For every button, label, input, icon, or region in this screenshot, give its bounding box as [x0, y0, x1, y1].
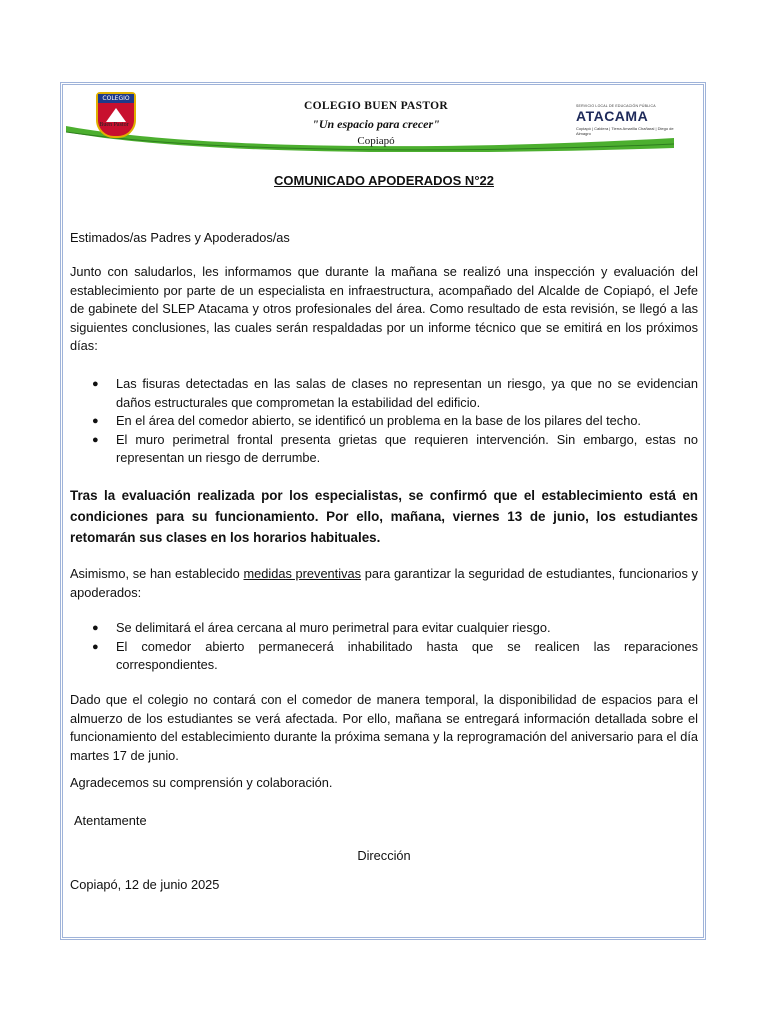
school-name: COLEGIO BUEN PASTOR: [304, 100, 448, 112]
slep-communes: Copiapó | Caldera | Tierra Amarilla Chañaral | Diego de Almagro: [576, 126, 674, 136]
measures-list: [70, 619, 698, 675]
school-city: Copiapó: [357, 135, 395, 147]
crest-motif-icon: [106, 108, 126, 122]
thanks-line: Agradecemos su comprensión y colaboración.: [70, 775, 333, 790]
greeting: Estimados/as Padres y Apoderados/as: [70, 230, 290, 245]
list-item: ● El muro perimetral frontal presenta grietas que requieren intervención. Sin embargo, estas no representan un riesgo de derrumbe.: [92, 431, 698, 465]
bullet-icon: ●: [92, 622, 99, 634]
signoff: Atentamente: [74, 813, 147, 828]
school-motto: "Un espacio para crecer": [312, 117, 440, 131]
crest-band: COLEGIO: [98, 94, 134, 103]
closing-paragraph: Dado que el colegio no contará con el comedor de manera temporal, la disponibilidad de espacios para el almuerzo de los estudiantes se verá afectada. Por ello, mañana se entregará información detallada sobre el funcionamiento del establecimiento durante la próxima semana y la reprogramación del aniversario para el día martes 17 de junio.: [70, 692, 698, 763]
date-line: Copiapó, 12 de junio 2025: [70, 877, 220, 892]
slep-caption: SERVICIO LOCAL DE EDUCACIÓN PÚBLICA: [576, 104, 656, 108]
school-crest-icon: [96, 92, 136, 138]
slep-logo-text: ATACAMA: [576, 108, 649, 124]
conclusions-list: [70, 375, 698, 468]
letterhead: [66, 88, 702, 158]
bullet-icon: ●: [92, 378, 99, 390]
bullet-icon: ●: [92, 433, 99, 446]
measures-intro: Asimismo, se han establecido medidas preventivas para garantizar la seguridad de estudiantes, funcionarios y apoderados:: [70, 566, 698, 600]
bold-statement: Tras la evaluación realizada por los especialistas, se confirmó que el establecimiento está en condiciones para su funcionamiento. Por ello, mañana, viernes 13 de junio, los estudiantes retomarán sus clases en los horarios habituales.: [70, 488, 698, 545]
list-item: ● Las fisuras detectadas en las salas de clases no representan un riesgo, ya que no se evidencian daños estructurales que comprometan la estabilidad del edificio.: [92, 376, 698, 410]
signature: Dirección: [357, 848, 411, 863]
intro-paragraph: Junto con saludarlos, les informamos que durante la mañana se realizó una inspección y evaluación del establecimiento por parte de un especialista en infraestructura, acompañado del Alcalde de Copiapó, el Jefe de gabinete del SLEP Atacama y otros profesionales del área. Como resultado de esta revisión, se llegó a las siguientes conclusiones, las cuales serán respaldadas por un informe técnico que se emitirá en los próximos días:: [70, 264, 698, 353]
list-item: ● Se delimitará el área cercana al muro perimetral para evitar cualquier riesgo.: [70, 619, 698, 638]
bullet-icon: ●: [92, 640, 99, 653]
list-item: ● En el área del comedor abierto, se identificó un problema en la base de los pilares del techo.: [70, 412, 698, 431]
bullet-icon: ●: [92, 415, 99, 427]
list-item: ● El comedor abierto permanecerá inhabilitado hasta que se realicen las reparaciones correspondientes.: [92, 638, 698, 672]
measures-underlined-text: medidas preventivas: [243, 566, 361, 581]
crest-caption: Buen Pastor: [99, 122, 129, 128]
document-title: COMUNICADO APODERADOS N°22: [274, 173, 494, 188]
